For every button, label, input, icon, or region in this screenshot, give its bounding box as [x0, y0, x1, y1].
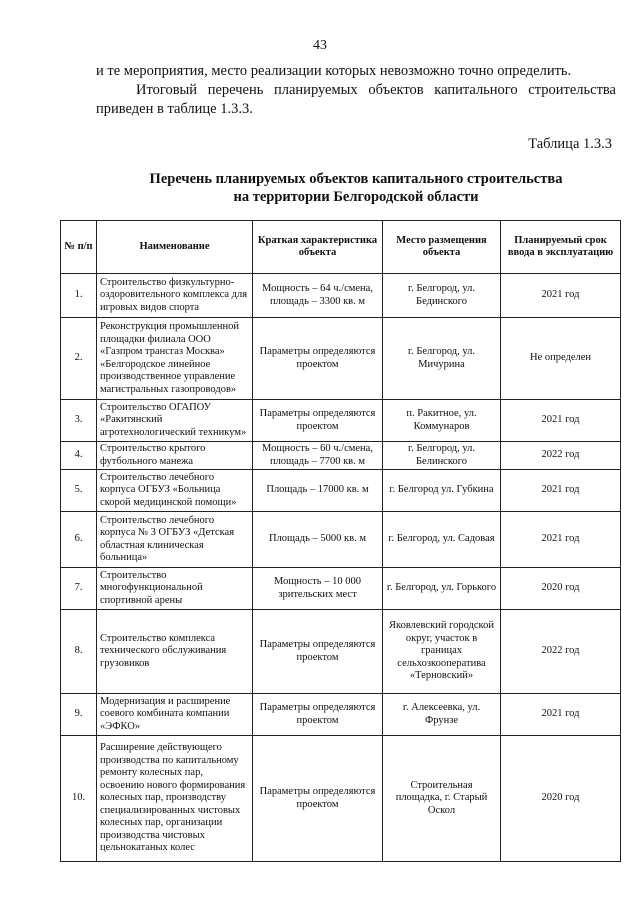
intro-line-1: и те мероприятия, место реализации которых невозможно точно определить. [96, 63, 572, 79]
row-characteristic: Площадь – 5000 кв. м [253, 512, 383, 568]
row-name: Расширение действующего производства по капитальному ремонту колесных пар, освоению нового формирования колесных пар, производству специализированных чистовых колесных пар, организации производства чистовых цельнокатаных колес [97, 736, 253, 862]
row-characteristic: Площадь – 17000 кв. м [253, 470, 383, 512]
header-name: Наименование [97, 221, 253, 274]
row-number: 7. [61, 568, 97, 610]
row-characteristic: Мощность – 10 000 зрительских мест [253, 568, 383, 610]
row-name: Строительство крытого футбольного манежа [97, 442, 253, 470]
row-location: Яковлевский городской округ, участок в границах сельхозкооператива «Терновский» [383, 610, 501, 694]
row-year: 2021 год [501, 470, 621, 512]
row-name: Строительство комплекса технического обслуживания грузовиков [97, 610, 253, 694]
intro-text [96, 62, 616, 119]
table-title-line-1: Перечень планируемых объектов капитального строительства [149, 171, 563, 187]
row-name: Модернизация и расширение соевого комбината компании «ЭФКО» [97, 694, 253, 736]
table-row [61, 694, 621, 736]
row-number: 9. [61, 694, 97, 736]
row-location: Строительная площадка, г. Старый Оскол [383, 736, 501, 862]
row-characteristic: Параметры определяются проектом [253, 610, 383, 694]
table-title [96, 170, 616, 206]
table-row [61, 736, 621, 862]
header-characteristic: Краткая характеристика объекта [253, 221, 383, 274]
table-header [61, 221, 621, 274]
row-characteristic: Мощность – 60 ч./смена, площадь – 7700 кв. м [253, 442, 383, 470]
row-year: 2021 год [501, 512, 621, 568]
row-year: 2021 год [501, 274, 621, 318]
row-year: 2022 год [501, 610, 621, 694]
page-number: 43 [313, 38, 327, 53]
row-year: 2020 год [501, 736, 621, 862]
header-location: Место размещения объекта [383, 221, 501, 274]
table-row [61, 470, 621, 512]
table-row [61, 442, 621, 470]
row-number: 4. [61, 442, 97, 470]
row-location: г. Белгород, ул. Бединского [383, 274, 501, 318]
objects-table [60, 220, 621, 862]
row-location: г. Алексеевка, ул. Фрунзе [383, 694, 501, 736]
table-row [61, 512, 621, 568]
row-characteristic: Параметры определяются проектом [253, 318, 383, 400]
row-name: Строительство лечебного корпуса ОГБУЗ «Больница скорой медицинской помощи» [97, 470, 253, 512]
row-year: 2021 год [501, 400, 621, 442]
row-location: г. Белгород ул. Губкина [383, 470, 501, 512]
row-name: Реконструкция промышленной площадки филиала ООО «Газпром трансгаз Москва» «Белгородское линейное производственное управление магистральных газопроводов» [97, 318, 253, 400]
row-year: 2020 год [501, 568, 621, 610]
table-label: Таблица 1.3.3 [528, 136, 612, 152]
row-characteristic: Параметры определяются проектом [253, 694, 383, 736]
table-body [61, 274, 621, 862]
row-name: Строительство ОГАПОУ «Ракитянский агротехнологический техникум» [97, 400, 253, 442]
row-year: Не определен [501, 318, 621, 400]
table-row [61, 274, 621, 318]
row-location: г. Белгород, ул. Горького [383, 568, 501, 610]
row-number: 6. [61, 512, 97, 568]
table-row [61, 610, 621, 694]
row-number: 2. [61, 318, 97, 400]
row-number: 3. [61, 400, 97, 442]
table-row [61, 318, 621, 400]
table-title-line-2: на территории Белгородской области [233, 189, 479, 205]
row-number: 5. [61, 470, 97, 512]
table-header-row [61, 221, 621, 274]
row-number: 10. [61, 736, 97, 862]
row-name: Строительство физкультурно-оздоровительного комплекса для игровых видов спорта [97, 274, 253, 318]
row-year: 2022 год [501, 442, 621, 470]
row-number: 1. [61, 274, 97, 318]
row-characteristic: Параметры определяются проектом [253, 400, 383, 442]
row-location: г. Белгород, ул. Мичурина [383, 318, 501, 400]
intro-line-2: Итоговый перечень планируемых объектов капитального строительства приведен в таблице 1.3.3. [96, 82, 616, 117]
row-name: Строительство многофункциональной спортивной арены [97, 568, 253, 610]
row-location: п. Ракитное, ул. Коммунаров [383, 400, 501, 442]
row-characteristic: Параметры определяются проектом [253, 736, 383, 862]
header-number: № п/п [61, 221, 97, 274]
row-location: г. Белгород, ул. Садовая [383, 512, 501, 568]
row-name: Строительство лечебного корпуса № 3 ОГБУЗ «Детская областная клиническая больница» [97, 512, 253, 568]
table-row [61, 400, 621, 442]
row-location: г. Белгород, ул. Белинского [383, 442, 501, 470]
row-year: 2021 год [501, 694, 621, 736]
table-row [61, 568, 621, 610]
header-year: Планируемый срок ввода в эксплуатацию [501, 221, 621, 274]
row-characteristic: Мощность – 64 ч./смена, площадь – 3300 кв. м [253, 274, 383, 318]
row-number: 8. [61, 610, 97, 694]
